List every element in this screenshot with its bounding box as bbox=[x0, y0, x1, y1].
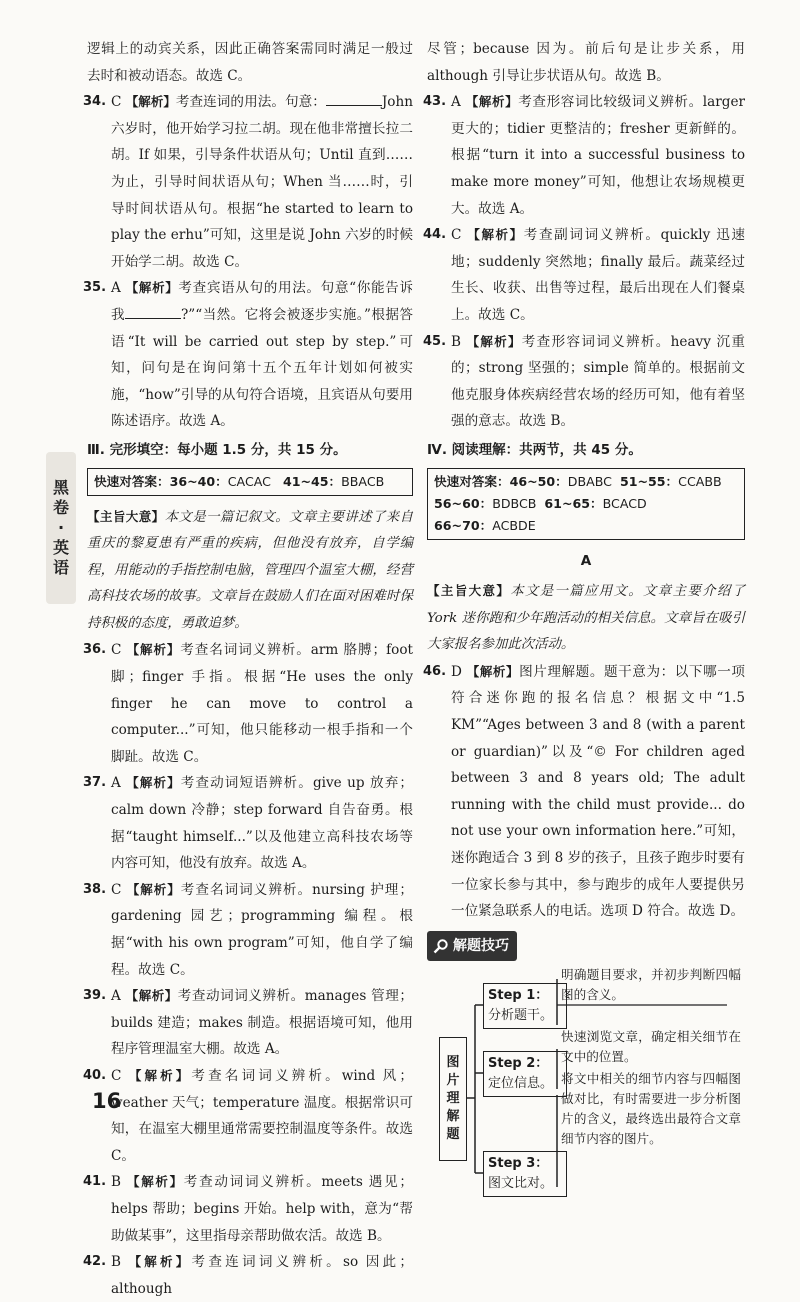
analysis-tag: 【解析】 bbox=[466, 663, 520, 679]
answers-group: 41~45： bbox=[282, 473, 342, 489]
answers-value: BBACB bbox=[341, 473, 385, 489]
vertical-char: 题 bbox=[446, 1127, 460, 1143]
answers-value: DBABC bbox=[567, 473, 612, 489]
magnifier-icon bbox=[433, 938, 449, 954]
analysis-tag: 【解析】 bbox=[467, 227, 524, 243]
side-tab bbox=[46, 452, 76, 604]
answers-group: 61~65： bbox=[544, 495, 603, 511]
step-desc-1: 明确题目要求，并初步判断四幅图的含义。 bbox=[561, 967, 741, 1003]
analysis-text: 考查动词词义辨析。meets 遇见；helps 帮助；begins 开始。help with，意为“帮助做某事”，这里指母亲帮助做农活。故选 B。 bbox=[111, 1174, 413, 1244]
answer-letter: A bbox=[111, 988, 121, 1005]
side-tab-char: · bbox=[57, 518, 65, 537]
question-46 bbox=[423, 659, 745, 925]
analysis-text: John 六岁时，他开始学习拉二胡。现在他非常擅长拉二胡。If 如果，引导条件状语从句；Until 直到……为止，引导时间状语从句；When 当……时，引导时间状语从句。根据“he started to learn to play the erhu”可知，这里是说 John 六岁的时候开始学二胡。故选 C。 bbox=[111, 94, 413, 270]
analysis-text: 图片理解题。题干意为：以下哪一项符合迷你跑的报名信息？根据文中“1.5 KM”“Ages between 3 and 8 (with a parent or guardian)”以及“© For children aged between 3 and 8 years old; The adult running with the child must provide... do not use your own information here.”可知，迷你跑适合 3 到 8 岁的孩子，且孩子跑步时要有一位家长参与其中，参与跑步的成年人要提供另一位紧急联系人的电话。选项 D 符合。故选 D。 bbox=[451, 663, 745, 920]
right-column bbox=[423, 36, 745, 1197]
answer-letter: A bbox=[451, 94, 461, 111]
main-idea-text: 本文是一篇记叙文。文章主要讲述了来自重庆的黎夏患有严重的疾病，但他没有放弃，自学编程，用能动的手指控制电脑，管理四个温室大棚，经营高科技农场的故事。文章旨在鼓励人们在面对困难时保持积极的态度，勇敢追梦。 bbox=[87, 509, 413, 631]
main-idea-text: 本文是一篇应用文。文章主要介绍了 York 迷你跑和少年跑活动的相关信息。文章旨在吸引大家报名参加此次活动。 bbox=[427, 584, 745, 653]
question-36 bbox=[83, 637, 413, 770]
answers-row bbox=[434, 515, 738, 537]
question-43 bbox=[423, 89, 745, 222]
answers-value: BDBCB bbox=[492, 495, 537, 511]
answer-letter: D bbox=[451, 663, 462, 680]
q42-continued: 尽管；because 因为。前后句是让步关系，用 although 引导让步状语从句。故选 B。 bbox=[427, 41, 745, 84]
analysis-tag: 【解析】 bbox=[126, 642, 181, 658]
tips-header bbox=[427, 931, 745, 962]
answer-letter: C bbox=[111, 642, 122, 659]
step-label: Step 1： bbox=[488, 988, 549, 1004]
answers-group: 快速对答案：46~50： bbox=[434, 473, 568, 489]
analysis-tag: 【解析】 bbox=[125, 280, 179, 296]
answer-letter: C bbox=[111, 881, 122, 898]
step-box-1 bbox=[483, 983, 567, 1029]
answer-letter: C bbox=[111, 94, 122, 111]
question-number: 45. bbox=[423, 333, 447, 349]
analysis-text: 考查连词词义辨析。so 因此；although bbox=[111, 1254, 413, 1297]
question-number: 46. bbox=[423, 663, 447, 679]
step-box-2 bbox=[483, 1051, 567, 1097]
main-idea bbox=[87, 504, 413, 638]
analysis-text: ?”“当然。它将会被逐步实施。”根据答语“It will be carried out step by step.”可知，问句是在询问第十五个五年计划如何被实施，“how”引导的从句符合语境，且宾语从句要用陈述语序。故选 A。 bbox=[111, 306, 413, 430]
analysis-tag: 【解析】 bbox=[126, 881, 181, 897]
analysis-text: 考查名词词义辨析。nursing 护理；gardening 园艺；programming 编程。根据“with his own program”可知，他自学了编程。故选 C。 bbox=[111, 881, 413, 978]
page-number: 16 bbox=[92, 1089, 122, 1113]
analysis-tag: 【解析】 bbox=[125, 94, 176, 110]
analysis-text: 考查动词词义辨析。manages 管理；builds 建造；makes 制造。根据语境可知，他用程序管理温室大棚。故选 A。 bbox=[111, 988, 413, 1058]
question-35 bbox=[83, 275, 413, 435]
analysis-text: 考查连词的用法。句意： bbox=[175, 94, 326, 111]
passage-letter: A bbox=[580, 552, 592, 569]
analysis-text: 考查名词词义辨析。wind 风；weather 天气；temperature 温度。根据常识可知，在温室大棚里通常需要控制温度等条件。故选 C。 bbox=[111, 1067, 413, 1164]
blank-line bbox=[125, 304, 181, 319]
answer-letter: B bbox=[451, 333, 461, 350]
question-44 bbox=[423, 222, 745, 328]
analysis-text: 考查副词词义辨析。quickly 迅速地；suddenly 突然地；finally 最后。蔬菜经过生长、收获、出售等过程，最后出现在人们餐桌上。故选 C。 bbox=[451, 227, 745, 323]
analysis-tag: 【解析】 bbox=[125, 988, 178, 1004]
answers-group: 66~70： bbox=[434, 517, 493, 533]
analysis-text: 考查形容词比较级词义辨析。larger 更大的；tidier 更整洁的；fresher 更新鲜的。根据“turn it into a successful business to make more money”可知，他想让农场规模更大。故选 A。 bbox=[451, 94, 745, 217]
step-action: 图文比对。 bbox=[488, 1176, 554, 1192]
answer-letter: A bbox=[111, 775, 121, 792]
side-tab-char: 语 bbox=[52, 558, 69, 577]
diagram-label-vertical bbox=[439, 1037, 467, 1161]
blank-line bbox=[326, 91, 382, 106]
question-number: 35. bbox=[83, 280, 107, 296]
analysis-text: 考查形容词词义辨析。heavy 沉重的；strong 坚强的；simple 简单的。根据前文他克服身体疾病经营农场的经历可知，他有着坚强的意志。故选 B。 bbox=[451, 333, 745, 430]
section-heading: Ⅳ. 阅读理解：共两节，共 45 分。 bbox=[427, 441, 642, 458]
question-40 bbox=[83, 1063, 413, 1169]
left-column bbox=[83, 36, 414, 1302]
step-label: Step 3： bbox=[488, 1156, 549, 1172]
tips-diagram bbox=[427, 965, 745, 1197]
step-box-3 bbox=[483, 1151, 567, 1197]
quick-answers-box bbox=[87, 468, 413, 496]
question-number: 42. bbox=[83, 1254, 107, 1270]
answer-letter: C bbox=[111, 1067, 122, 1084]
question-38 bbox=[83, 877, 413, 983]
side-tab-char: 英 bbox=[52, 538, 69, 557]
question-number: 39. bbox=[83, 988, 107, 1004]
question-number: 34. bbox=[83, 94, 107, 110]
question-number: 41. bbox=[83, 1174, 107, 1190]
analysis-text: 考查名词词义辨析。arm 胳膊；foot 脚；finger 手指。根据“He uses the only finger he can move to control a computer...”可知，他只能移动一根手指和一个脚趾。故选 C。 bbox=[111, 642, 413, 765]
answers-value: CACAC bbox=[227, 473, 271, 489]
analysis-tag: 【解析】 bbox=[465, 94, 519, 110]
main-idea-label: 【主旨大意】 bbox=[87, 508, 165, 524]
vertical-char: 理 bbox=[446, 1091, 460, 1107]
vertical-char: 解 bbox=[446, 1109, 460, 1125]
answers-label: 快速对答案： bbox=[94, 473, 170, 489]
question-number: 40. bbox=[83, 1067, 107, 1083]
question-number: 38. bbox=[83, 881, 107, 897]
question-number: 44. bbox=[423, 227, 447, 243]
answers-group: 56~60： bbox=[434, 495, 493, 511]
step-desc-2: 快速浏览文章，确定相关细节在文中的位置。 bbox=[561, 1029, 741, 1065]
main-idea-label: 【主旨大意】 bbox=[427, 583, 511, 599]
vertical-char: 图 bbox=[446, 1055, 460, 1071]
step-action: 定位信息。 bbox=[488, 1076, 554, 1092]
main-idea bbox=[427, 578, 745, 659]
answers-value: BCACD bbox=[602, 495, 647, 511]
analysis-text: 考查宾语从句的用法。句意“你能告诉我 bbox=[111, 280, 413, 323]
question-37 bbox=[83, 770, 414, 876]
question-number: 43. bbox=[423, 94, 447, 110]
question-42 bbox=[83, 1249, 413, 1302]
side-tab-char: 卷 bbox=[52, 498, 69, 517]
analysis-tag: 【解析】 bbox=[127, 1174, 184, 1190]
answers-group: 51~55： bbox=[619, 473, 679, 489]
answers-row bbox=[434, 493, 738, 515]
question-number: 36. bbox=[83, 642, 107, 658]
analysis-text: 考查动词短语辨析。give up 放弃；calm down 冷静；step forward 自告奋勇。根据“taught himself...”以及他建立高科技农场等内容可知，他没有放弃。故选 A。 bbox=[111, 775, 414, 872]
answers-group: 36~40： bbox=[169, 473, 228, 489]
answer-letter: B bbox=[111, 1254, 121, 1271]
question-number: 37. bbox=[83, 775, 107, 791]
question-45 bbox=[423, 329, 745, 435]
question-34 bbox=[83, 89, 413, 275]
analysis-tag: 【解析】 bbox=[466, 333, 522, 349]
intro-text: 逻辑上的动宾关系，因此正确答案需同时满足一般过去时和被动语态。故选 C。 bbox=[87, 41, 413, 84]
step-desc-3: 将文中相关的细节内容与四幅图做对比，有时需要进一步分析图片的含义，最终选出最符合文章细节内容的图片。 bbox=[561, 1071, 741, 1147]
answer-letter: B bbox=[111, 1174, 121, 1191]
answer-letter: C bbox=[451, 227, 462, 244]
side-tab-char: 黑 bbox=[52, 478, 69, 497]
answers-value: CCABB bbox=[678, 473, 722, 489]
step-label: Step 2： bbox=[488, 1056, 549, 1072]
answers-row bbox=[434, 471, 738, 493]
tips-title-bar bbox=[427, 931, 517, 962]
tips-title: 解题技巧 bbox=[453, 937, 509, 954]
quick-answers-box bbox=[427, 468, 745, 540]
answer-letter: A bbox=[111, 280, 121, 297]
vertical-char: 片 bbox=[446, 1073, 460, 1089]
analysis-tag: 【解析】 bbox=[128, 1067, 192, 1083]
step-action: 分析题干。 bbox=[488, 1008, 554, 1024]
question-41 bbox=[83, 1169, 413, 1249]
question-39 bbox=[83, 983, 413, 1063]
section-heading: Ⅲ. 完形填空：每小题 1.5 分，共 15 分。 bbox=[87, 441, 347, 458]
analysis-tag: 【解析】 bbox=[126, 775, 181, 791]
answers-value: ACBDE bbox=[492, 517, 536, 533]
analysis-tag: 【解析】 bbox=[128, 1254, 192, 1270]
